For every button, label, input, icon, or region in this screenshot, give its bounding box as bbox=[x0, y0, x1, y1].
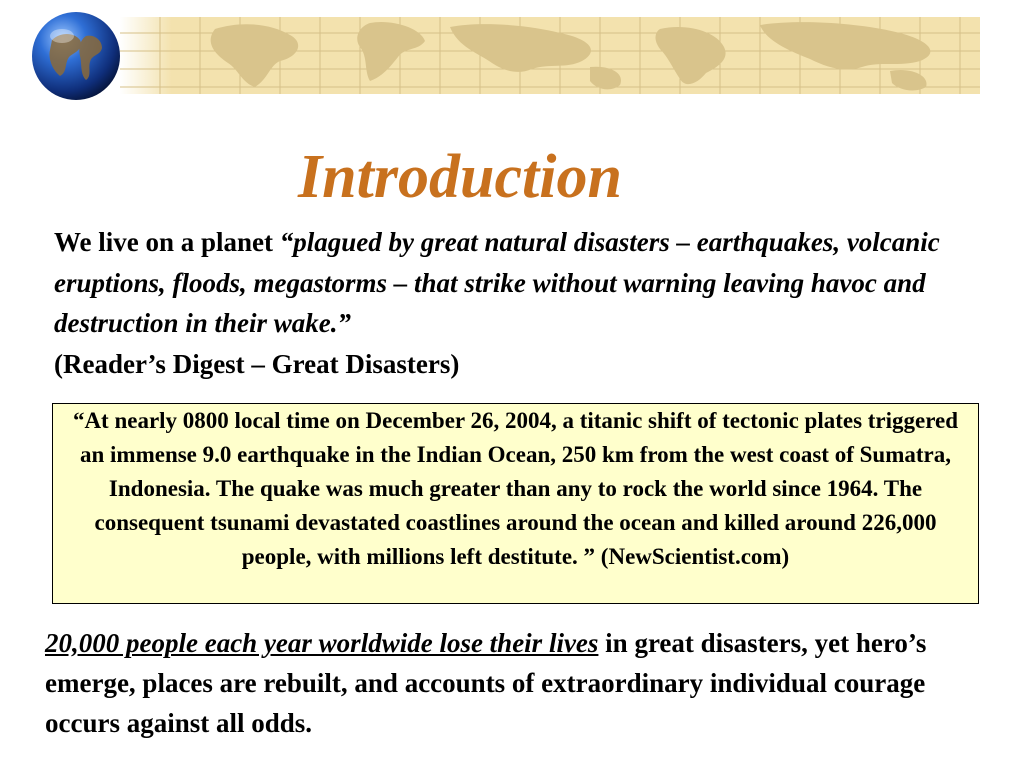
closing-paragraph bbox=[45, 623, 1005, 743]
newscientist-quote-box bbox=[52, 403, 979, 604]
intro-lead: We live on a planet bbox=[54, 227, 280, 257]
intro-source: (Reader’s Digest – Great Disasters) bbox=[54, 348, 460, 379]
newscientist-quote-text: “At nearly 0800 local time on December 26, 2004, a titanic shift of tectonic plates triggered an immense 9.0 earthquake in the Indian Ocean, 250 km from the west coast of Sumatra, Indonesia. The quake was much greater than any to rock the world since 1964. The consequent tsunami devastated coastlines around the ocean and killed around 226,000 people, with millions left destitute. ” (NewScientist.com) bbox=[72, 408, 959, 569]
globe-icon bbox=[30, 10, 122, 102]
intro-quote: “plagued by great natural disasters – earthquakes, volcanic eruptions, floods, megastorms – that strike without warning leaving havoc and destruction in their wake.” bbox=[54, 227, 940, 338]
slide-title: Introduction bbox=[298, 143, 622, 211]
intro-paragraph bbox=[54, 222, 984, 384]
closing-lead: 20,000 people each year worldwide lose their lives bbox=[45, 628, 599, 658]
closing-rest: in great disasters, yet hero’s emerge, places are rebuilt, and accounts of extraordinary individual courage occurs against all odds. bbox=[45, 628, 927, 738]
world-map-banner bbox=[120, 17, 980, 94]
